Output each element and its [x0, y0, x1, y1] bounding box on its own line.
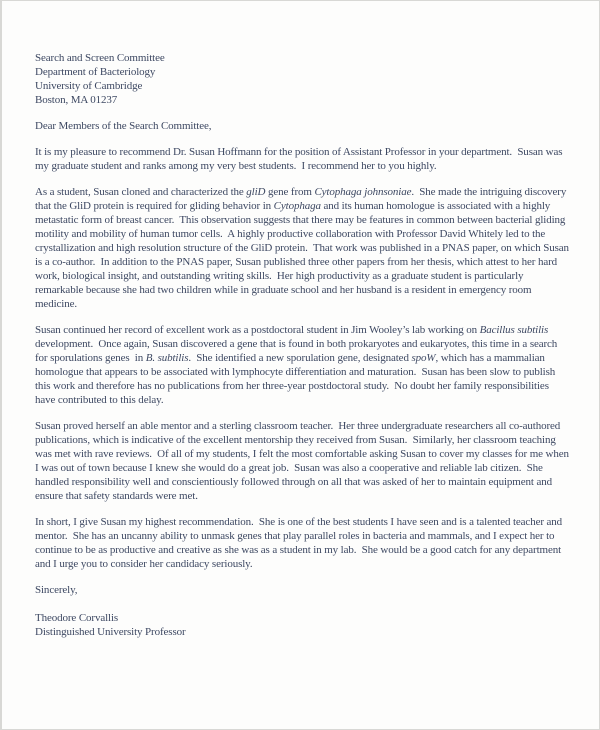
italic-text-run: Cytophaga johnsoniae [314, 186, 412, 198]
text-run: . She made the intriguing discovery that the GliD protein is required for gliding behavior in [35, 186, 569, 212]
signature-title: Distinguished University Professor [35, 626, 186, 638]
text-run: It is my pleasure to recommend Dr. Susan Hoffmann for the position of Assistant Professor in your department. Susan was my graduate student and ranks among my very best students. I recommend her to you highly. [35, 146, 566, 172]
text-run: In short, I give Susan my highest recommendation. She is one of the best students I have seen and is a talented teacher and mentor. She has an uncanny ability to unmask genes that play parallel roles in bacteria and mammals, and I expect her to continue to be as productive and creative as she was as a student in my lab. She would be a good catch for any department and I urge you to consider her candidacy seriously. [35, 516, 565, 570]
text-run: and its human homologue is associated with a highly metastatic form of breast cancer. This observation suggests that there may be features in common between bacterial gliding motility and mobility of human tumor cells. A highly productive collaboration with Professor David Whitely led to the crystallization and high resolution structure of the GliD protein. That work was published in a PNAS paper, on which Susan is a co-author. In addition to the PNAS paper, Susan published three other papers from her thesis, which attest to her hard work, biological insight, and outstanding writing skills. Her high productivity as a graduate student is particularly remarkable because she had two children while in graduate school and her husband is a resident in emergency room medicine. [35, 200, 572, 310]
paragraph [35, 419, 571, 503]
recipient-line-department: Department of Bacteriology [35, 66, 156, 78]
recipient-line-committee: Search and Screen Committee [35, 52, 165, 64]
text-run: As a student, Susan cloned and characterized the [35, 186, 247, 198]
recipient-address-block [35, 51, 571, 107]
text-run: gene from [265, 186, 315, 198]
recipient-line-city: Boston, MA 01237 [35, 94, 118, 106]
text-run: , which has a mammalian homologue that appears to be associated with lymphocyte differentiation and maturation. Susan has been slow to publish this work and therefore has no publications from her three-year postdoctoral study. No doubt her family responsibilities have contributed to this delay. [35, 352, 558, 406]
signature-block [35, 611, 571, 639]
text-run: Susan continued her record of excellent work as a postdoctoral student in Jim Wooley’s lab working on [35, 324, 480, 336]
paragraph [35, 145, 571, 173]
letter-content [2, 1, 599, 639]
italic-text-run: Bacillus subtilis [479, 324, 549, 336]
text-run: . She identified a new sporulation gene, designated [188, 352, 412, 364]
closing: Sincerely, [35, 584, 78, 596]
salutation: Dear Members of the Search Committee, [35, 120, 212, 132]
italic-text-run: Cytophaga [273, 200, 321, 212]
letter-body [35, 145, 571, 571]
paragraph [35, 515, 571, 571]
italic-text-run: gliD [246, 186, 266, 198]
italic-text-run: B. subtilis [145, 352, 189, 364]
signature-name: Theodore Corvallis [35, 612, 119, 624]
italic-text-run: spoW [411, 352, 436, 364]
text-run: Susan proved herself an able mentor and a sterling classroom teacher. Her three undergraduate researchers all co-authored publications, which is indicative of the excellent mentorship they received from Susan. Similarly, her classroom teaching was met with rave reviews. Of all of my students, I felt the most comfortable asking Susan to cover my classes for me when I was out of town because I knew she would do a great job. Susan was also a cooperative and reliable lab citizen. She handled responsibility well and conscientiously followed through on all that was asked of her to maintain equipment and ensure that safety standards were met. [35, 420, 572, 502]
paragraph [35, 323, 571, 407]
text-run: development. Once again, Susan discovered a gene that is found in both prokaryotes and eukaryotes, this time in a search for sporulations genes in [35, 324, 560, 364]
recipient-line-university: University of Cambridge [35, 80, 143, 92]
paragraph [35, 185, 571, 311]
